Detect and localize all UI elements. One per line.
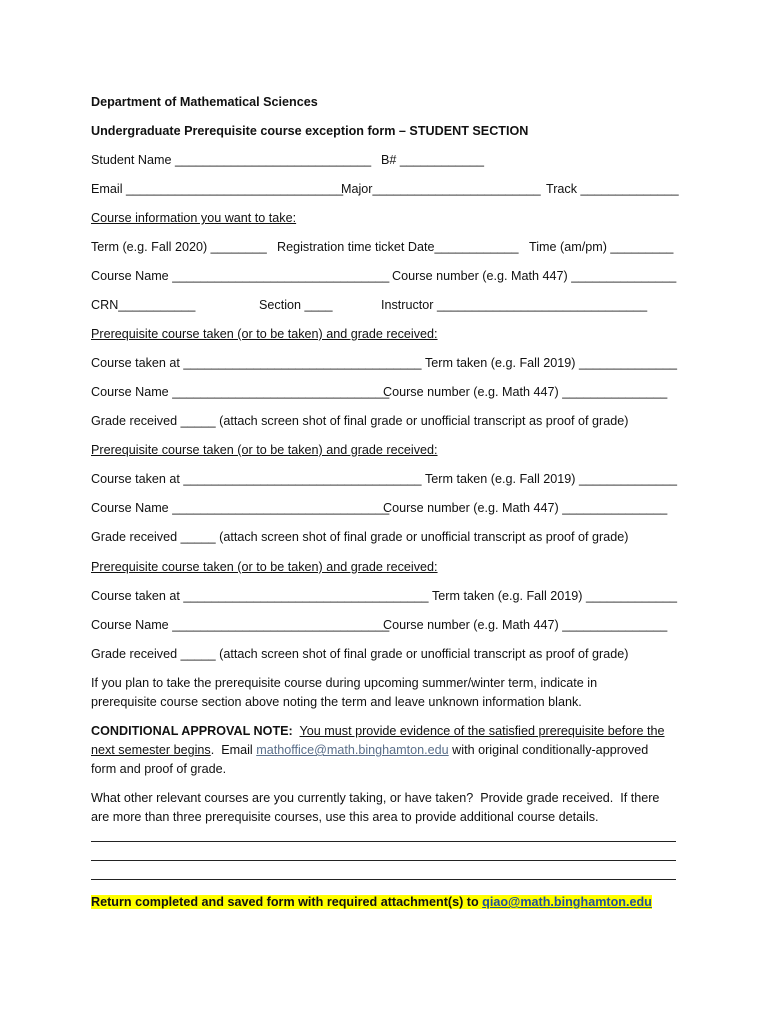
- prereq-1-grade-field[interactable]: Grade received _____ (attach screen shot of final grade or unofficial transcript as proof of grade): [91, 414, 629, 428]
- plan-note-line-1: If you plan to take the prerequisite course during upcoming summer/winter term, indicate in: [91, 676, 598, 690]
- major-field[interactable]: Major________________________: [341, 182, 541, 196]
- registration-date-field[interactable]: Registration time ticket Date____________: [277, 240, 519, 254]
- prereq-3-heading: Prerequisite course taken (or to be taken) and grade received:: [91, 560, 438, 574]
- prereq-1-course-name-field[interactable]: Course Name _______________________________: [91, 385, 390, 399]
- prereq-1-course-taken-field[interactable]: Course taken at __________________________________: [91, 356, 422, 370]
- additional-details-line-2[interactable]: [91, 860, 676, 861]
- additional-details-line-1[interactable]: [91, 841, 676, 842]
- prereq-2-course-number-field[interactable]: Course number (e.g. Math 447) _______________: [383, 501, 668, 515]
- conditional-note-line-3: form and proof of grade.: [91, 762, 227, 776]
- prereq-3-course-number-field[interactable]: Course number (e.g. Math 447) _______________: [383, 618, 668, 632]
- bnumber-field[interactable]: B# ____________: [381, 153, 484, 167]
- prereq-1-heading: Prerequisite course taken (or to be taken) and grade received:: [91, 327, 438, 341]
- return-instruction: Return completed and saved form with required attachment(s) to qiao@math.binghamton.edu: [91, 895, 652, 909]
- prereq-3-grade-field[interactable]: Grade received _____ (attach screen shot of final grade or unofficial transcript as proof of grade): [91, 647, 629, 661]
- course-info-heading: Course information you want to take:: [91, 211, 297, 225]
- conditional-deadline: next semester begins: [91, 743, 211, 757]
- term-field[interactable]: Term (e.g. Fall 2020) ________: [91, 240, 267, 254]
- email-field[interactable]: Email _______________________________: [91, 182, 344, 196]
- instructor-field[interactable]: Instructor ______________________________: [381, 298, 648, 312]
- prereq-3-term-taken-field[interactable]: Term taken (e.g. Fall 2019) _____________: [432, 589, 678, 603]
- time-field[interactable]: Time (am/pm) _________: [529, 240, 674, 254]
- conditional-label: CONDITIONAL APPROVAL NOTE:: [91, 724, 293, 738]
- other-courses-line-1: What other relevant courses are you currently taking, or have taken? Provide grade received. If there: [91, 791, 660, 805]
- prereq-2-course-taken-field[interactable]: Course taken at __________________________________: [91, 472, 422, 486]
- prereq-3-course-name-field[interactable]: Course Name _______________________________: [91, 618, 390, 632]
- course-name-field[interactable]: Course Name _______________________________: [91, 269, 390, 283]
- conditional-note-line-2: next semester begins. Email mathoffice@math.binghamton.edu with original conditionally-approved: [91, 743, 649, 757]
- conditional-note-line-1: [91, 723, 665, 739]
- department-heading: Department of Mathematical Sciences: [91, 95, 318, 109]
- prereq-2-grade-field[interactable]: Grade received _____ (attach screen shot of final grade or unofficial transcript as proof of grade): [91, 530, 629, 544]
- prereq-2-heading: Prerequisite course taken (or to be taken) and grade received:: [91, 443, 438, 457]
- student-name-field[interactable]: Student Name ____________________________: [91, 153, 372, 167]
- form-title: Undergraduate Prerequisite course exception form – STUDENT SECTION: [91, 124, 529, 138]
- plan-note-line-2: prerequisite course section above noting the term and leave unknown information blank.: [91, 695, 582, 709]
- prereq-3-course-taken-field[interactable]: Course taken at ___________________________________: [91, 589, 429, 603]
- prereq-2-term-taken-field[interactable]: Term taken (e.g. Fall 2019) ______________: [425, 472, 678, 486]
- return-email-link[interactable]: qiao@math.binghamton.edu: [482, 895, 652, 909]
- crn-field[interactable]: CRN___________: [91, 298, 196, 312]
- conditional-requirement: You must provide evidence of the satisfied prerequisite before the: [299, 724, 665, 738]
- prereq-2-course-name-field[interactable]: Course Name _______________________________: [91, 501, 390, 515]
- course-number-field[interactable]: Course number (e.g. Math 447) _______________: [392, 269, 677, 283]
- additional-details-line-3[interactable]: [91, 879, 676, 880]
- mathoffice-email-link[interactable]: mathoffice@math.binghamton.edu: [256, 743, 449, 757]
- section-field[interactable]: Section ____: [259, 298, 333, 312]
- other-courses-line-2: are more than three prerequisite courses, use this area to provide additional course details.: [91, 810, 599, 824]
- prereq-1-term-taken-field[interactable]: Term taken (e.g. Fall 2019) ______________: [425, 356, 678, 370]
- prereq-1-course-number-field[interactable]: Course number (e.g. Math 447) _______________: [383, 385, 668, 399]
- track-field[interactable]: Track ______________: [546, 182, 679, 196]
